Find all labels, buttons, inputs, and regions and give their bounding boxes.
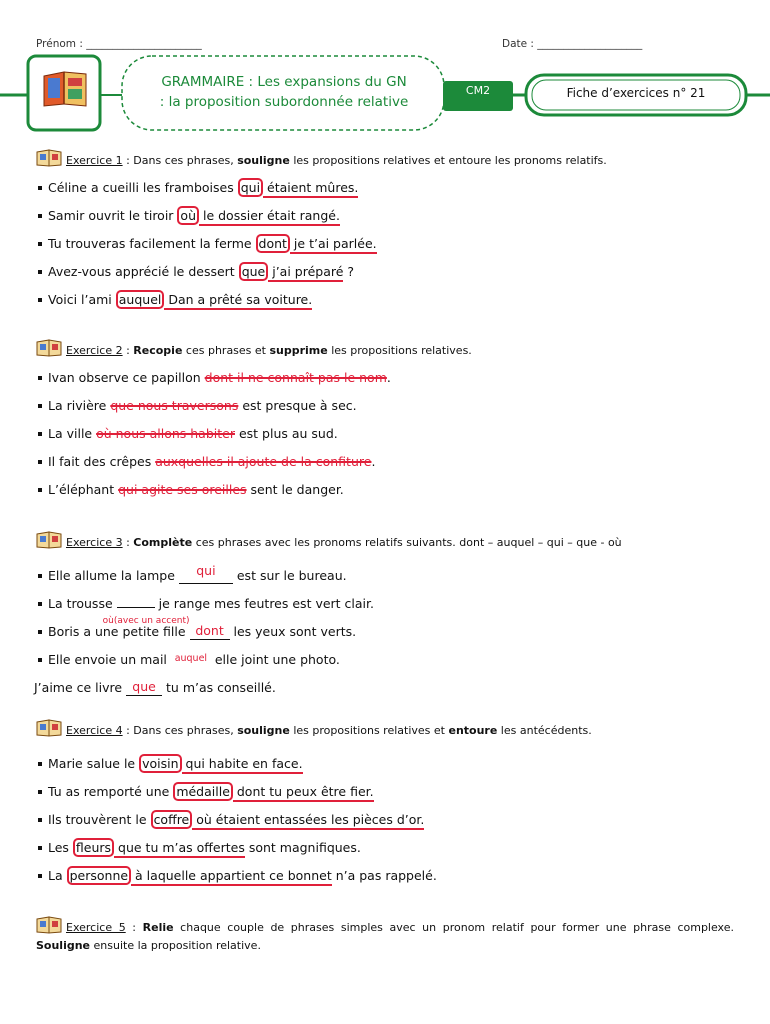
exercise-1-title: Exercice 1 : Dans ces phrases, souligne les propositions relatives et entoure les pronoms relatifs.	[36, 149, 607, 167]
answer-blank[interactable]: qui	[179, 568, 233, 584]
ex4-item: Marie salue le voisin qui habite en face.	[36, 756, 303, 771]
ex2-item: Il fait des crêpes auxquelles il ajoute de la confiture.	[36, 454, 375, 469]
ex1-item: Avez-vous apprécié le dessert que j’ai préparé ?	[36, 264, 354, 279]
ex4-item: La personne à laquelle appartient ce bonnet n’a pas rappelé.	[36, 868, 437, 883]
answer-blank[interactable]: dont	[190, 624, 230, 640]
ex3-item: J’aime ce livre que tu m’as conseillé.	[34, 679, 276, 695]
ex3-item: Elle allume la lampe qui est sur le bureau.	[36, 568, 347, 584]
book-icon	[36, 149, 62, 167]
level-badge: CM2	[465, 84, 491, 97]
ex3-item: La trousse où(avec un accent) je range mes feutres est vert clair.	[36, 596, 374, 611]
ex2-item: La rivière que nous traversons est presque à sec.	[36, 398, 357, 413]
exercise-3-title: Exercice 3 : Complète ces phrases avec les pronoms relatifs suivants. dont – auquel – qui – que - où	[36, 531, 622, 549]
ex2-item: Ivan observe ce papillon dont il ne connaît pas le nom.	[36, 370, 391, 385]
prenom-field[interactable]: Prénom : ______________________	[36, 38, 202, 50]
exercise-2-title: Exercice 2 : Recopie ces phrases et supprime les propositions relatives.	[36, 339, 472, 357]
page-title	[128, 72, 440, 112]
ex4-item: Ils trouvèrent le coffre où étaient entassées les pièces d’or.	[36, 812, 424, 827]
answer-blank[interactable]: que	[126, 680, 162, 696]
ex3-item: Boris a une petite fille dont les yeux sont verts.	[36, 624, 356, 640]
ex2-item: L’éléphant qui agite ses oreilles sent le danger.	[36, 482, 344, 497]
ex4-item: Tu as remporté une médaille dont tu peux être fier.	[36, 784, 374, 799]
title-line-1: GRAMMAIRE : Les expansions du GN	[161, 74, 407, 90]
ex3-item: Elle envoie un mail $^{auquel}$ elle joint une photo.	[36, 652, 340, 667]
answer-blank[interactable]: où(avec un accent)	[117, 607, 155, 608]
sheet-number: Fiche d’exercices n° 21	[566, 86, 706, 100]
book-icon	[36, 916, 62, 934]
ex4-item: Les fleurs que tu m’as offertes sont magnifiques.	[36, 840, 361, 855]
exercise-4-title: Exercice 4 : Dans ces phrases, souligne les propositions relatives et entoure les antécédents.	[36, 719, 592, 737]
book-icon	[36, 531, 62, 549]
book-illustration	[40, 62, 90, 112]
ex2-item: La ville où nous allons habiter est plus au sud.	[36, 426, 338, 441]
ex1-item: Samir ouvrit le tiroir où le dossier était rangé.	[36, 208, 340, 223]
exercise-5-title: Exercice 5 : Relie chaque couple de phrases simples avec un pronom relatif pour former une phrase complexe. Souligne ensuite la proposition relative.	[36, 916, 734, 955]
book-icon	[36, 719, 62, 737]
book-icon	[36, 339, 62, 357]
ex1-item: Tu trouveras facilement la ferme dont je t’ai parlée.	[36, 236, 377, 251]
answer-blank[interactable]: auquel	[174, 653, 208, 664]
date-field[interactable]: Date : ____________________	[502, 38, 643, 50]
ex1-item: Céline a cueilli les framboises qui étaient mûres.	[36, 180, 358, 195]
title-line-2: : la proposition subordonnée relative	[159, 94, 409, 110]
ex1-item: Voici l’ami auquel Dan a prêté sa voiture.	[36, 292, 312, 307]
